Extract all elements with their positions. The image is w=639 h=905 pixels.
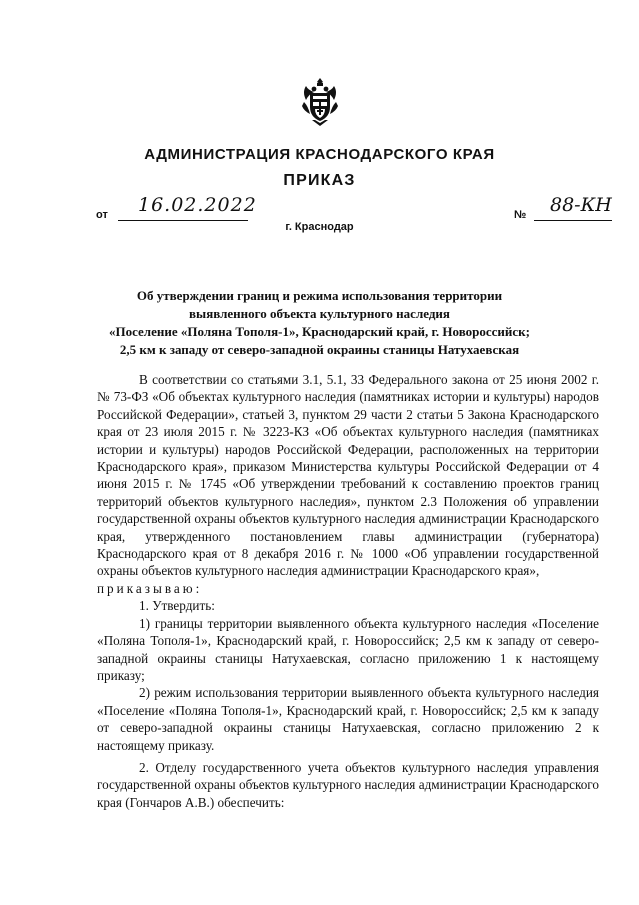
- heading-line: Об утверждении границ и режима использования территории: [136, 288, 503, 303]
- city-label: г. Краснодар: [285, 221, 354, 233]
- item-2: 2. Отделу государственного учета объектов культурного наследия управления государственной охраны объектов культурного наследия администрации Краснодарского края (Гончаров А.В.) обеспечить:: [97, 759, 599, 810]
- item-1-2: 2) режим использования территории выявленного объекта культурного наследия «Поселение «Поляна Тополя-1», Краснодарский край, г. Новороссийск; 2,5 км к западу от северо-западной окраины станицы Натухаевская, согласно приложению 2 к настоящему приказу.: [97, 685, 599, 753]
- number-label: №: [514, 209, 527, 221]
- handwritten-number: 88-КН: [550, 194, 612, 216]
- preamble-paragraph: В соответствии со статьями 3.1, 5.1, 33 Федерального закона от 25 июня 2002 г. № 73-ФЗ «Об объектах культурного наследия (памятниках истории и культуры) народов Российской Федерации», статьей 3, пунктом 29 части 2 статьи 5 Закона Краснодарского края от 23 июля 2015 г. № 3223-КЗ «Об объектах культурного наследия (памятниках истории и культуры) народов Российской Федерации, расположенных на территории Краснодарского края», приказом Министерства культуры Российской Федерации от 4 июня 2015 г. № 1745 «Об утверждении требований к составлению проектов границ территорий объектов культурного наследия», пунктом 2.3 Положения об управлении государственной охраны объектов культурного наследия администрации Краснодарского края, утвержденного постановлением главы администрации (губернатора) Краснодарского края от 8 декабря 2016 г. № 1000 «Об управлении государственной охраны объектов культурного наследия администрации Краснодарского края»,: [97, 372, 599, 579]
- order-word: приказываю:: [97, 580, 203, 596]
- heading-line: выявленного объекта культурного наследия: [189, 306, 450, 321]
- organization-title: АДМИНИСТРАЦИЯ КРАСНОДАРСКОГО КРАЯ: [144, 146, 495, 163]
- item-1-1: 1) границы территории выявленного объекта культурного наследия «Поселение «Поляна Тополя-1», Краснодарский край, г. Новороссийск; 2,5 км к западу от северо-западной окраины станицы Натухаевская, согласно приложению 1 к настоящему приказу;: [97, 615, 599, 683]
- number-underline: [534, 220, 612, 221]
- date-label: от: [96, 209, 108, 221]
- heading-line: «Поселение «Поляна Тополя-1», Краснодарский край, г. Новороссийск;: [109, 324, 530, 339]
- item-1: 1. Утвердить:: [139, 598, 215, 614]
- document-type: ПРИКАЗ: [283, 172, 356, 189]
- document-body: [97, 371, 599, 811]
- coat-of-arms-emblem-icon: [300, 76, 340, 128]
- handwritten-date: 16.02.2022: [138, 194, 257, 216]
- heading-line: 2,5 км к западу от северо-западной окраины станицы Натухаевская: [119, 342, 520, 357]
- document-heading: [60, 287, 579, 359]
